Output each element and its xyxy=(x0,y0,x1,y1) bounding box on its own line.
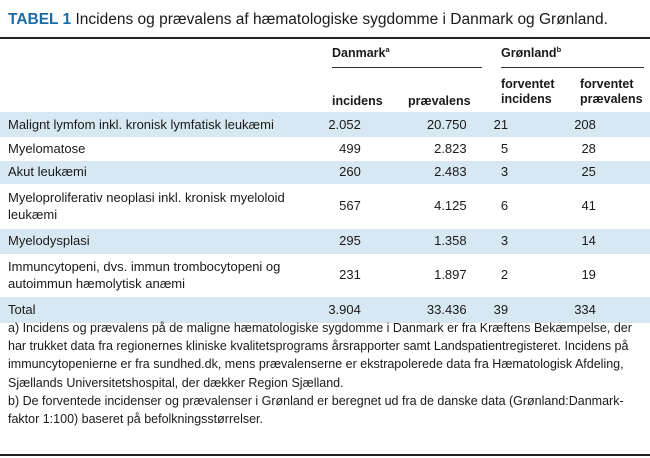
table-row xyxy=(0,112,650,137)
row-label: Malignt lymfom inkl. kronisk lymfatisk leukæmi xyxy=(0,112,304,137)
cell-gl-incidens: 6 xyxy=(490,184,508,228)
row-label: Akut leukæmi xyxy=(0,160,304,184)
footnotes xyxy=(8,319,644,428)
cell-gl-praevalens: 208 xyxy=(572,112,596,137)
total-dk-praevalens: 33.436 xyxy=(378,296,467,323)
table-label: TABEL 1 xyxy=(8,11,72,28)
footnote-b: b) De forventede incidenser og prævalenser i Grønland er beregnet ud fra de danske data (Grønland:Danmark-faktor 1:100) baseret på befolkningsstørrelser. xyxy=(8,393,624,427)
footnote-marker-a: a xyxy=(385,44,390,54)
cell-dk-praevalens: 1.358 xyxy=(378,228,467,254)
row-label: Myelomatose xyxy=(0,137,304,160)
total-gl-incidens: 39 xyxy=(490,296,508,323)
cell-gl-praevalens: 41 xyxy=(572,184,596,228)
cell-gl-praevalens: 14 xyxy=(572,228,596,254)
total-dk-incidens: 3.904 xyxy=(304,296,361,323)
cell-gl-incidens: 2 xyxy=(490,254,508,296)
bottom-rule xyxy=(0,454,650,456)
table-title xyxy=(8,9,644,31)
footnote-marker-b: b xyxy=(556,44,562,54)
data-table xyxy=(0,112,650,323)
cell-dk-praevalens: 4.125 xyxy=(378,184,467,228)
group-rule-danmark xyxy=(332,67,482,68)
cell-dk-praevalens: 20.750 xyxy=(378,112,467,137)
column-header-dk-praevalens: prævalens xyxy=(408,94,471,108)
cell-gl-incidens: 21 xyxy=(490,112,508,137)
row-label: Myeloproliferativ neoplasi inkl. kronisk myeloloid leukæmi xyxy=(0,184,304,228)
column-header-gl-praevalens: forventet prævalens xyxy=(580,77,643,106)
cell-gl-incidens: 3 xyxy=(490,160,508,184)
total-gl-praevalens: 334 xyxy=(572,296,596,323)
cell-gl-praevalens: 28 xyxy=(572,137,596,160)
cell-gl-praevalens: 19 xyxy=(572,254,596,296)
cell-dk-incidens: 295 xyxy=(304,228,361,254)
row-label: Immuncytopeni, dvs. immun trombocytopeni og autoimmun hæmolytisk anæmi xyxy=(0,254,304,296)
top-rule xyxy=(0,37,650,39)
table-row xyxy=(0,184,650,228)
cell-dk-incidens: 499 xyxy=(304,137,361,160)
table-row xyxy=(0,228,650,254)
table-row xyxy=(0,254,650,296)
cell-gl-incidens: 5 xyxy=(490,137,508,160)
cell-dk-praevalens: 2.483 xyxy=(378,160,467,184)
group-rule-gronland xyxy=(501,67,644,68)
table-row xyxy=(0,160,650,184)
group-header-danmark: Danmark$^a$ xyxy=(332,44,390,60)
total-label: Total xyxy=(0,296,304,323)
cell-dk-incidens: 567 xyxy=(304,184,361,228)
cell-gl-incidens: 3 xyxy=(490,228,508,254)
cell-gl-praevalens: 25 xyxy=(572,160,596,184)
cell-dk-incidens: 260 xyxy=(304,160,361,184)
table-row xyxy=(0,137,650,160)
cell-dk-incidens: 2.052 xyxy=(304,112,361,137)
footnote-a: a) Incidens og prævalens på de maligne hæmatologiske sygdomme i Danmark er fra Kræftens Bekæmpelse, der har trukket data fra regionernes kliniske kvalitetsprograms årsrapporter samt Landspatientregisteret. Incidens på immuncytopenierne er fra sundhed.dk, mens prævalenserne er ekstrapolerede data fra Hæmatologisk Afdeling, Sjællands Universitetshospital, der dækker Region Sjælland. xyxy=(8,321,632,390)
cell-dk-praevalens: 1.897 xyxy=(378,254,467,296)
column-header-dk-incidens: incidens xyxy=(332,94,383,108)
cell-dk-praevalens: 2.823 xyxy=(378,137,467,160)
row-label: Myelodysplasi xyxy=(0,228,304,254)
column-header-gl-incidens: forventet incidens xyxy=(501,77,555,106)
group-header-gronland: Grønland$^b$ xyxy=(501,44,562,60)
table-caption: Incidens og prævalens af hæmatologiske sygdomme i Danmark og Grønland. xyxy=(75,11,608,28)
cell-dk-incidens: 231 xyxy=(304,254,361,296)
